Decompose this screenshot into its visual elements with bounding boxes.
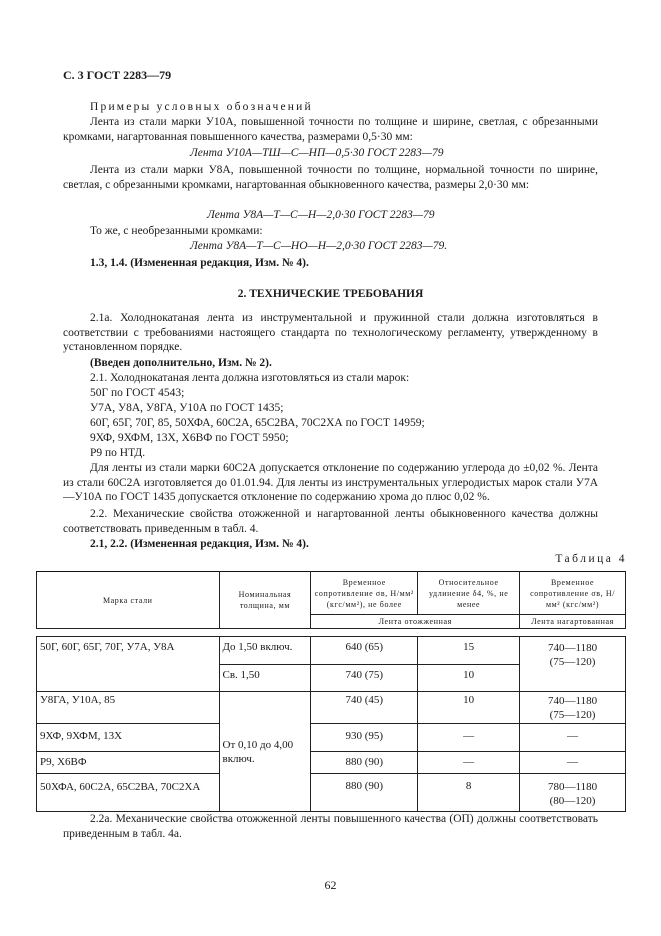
page-header: С. 3 ГОСТ 2283—79 — [63, 68, 172, 82]
amendment-1-3: 1.3, 1.4. (Измененная редакция, Изм. № 4). — [90, 257, 309, 269]
cell-hard-strength — [520, 774, 626, 812]
para-2-1a-note: (Введен дополнительно, Изм. № 2). — [90, 357, 272, 369]
example-2-formula: Лента У8А—Т—С—Н—2,0·30 ГОСТ 2283—79 — [207, 209, 435, 221]
header-strength-annealed: Временное сопротивление σв, Н/мм² (кгс/мм²), не более — [311, 572, 418, 615]
steel-list-item: 9ХФ, 9ХФМ, 13Х, Х6ВФ по ГОСТ 5950; — [90, 432, 289, 444]
cell-hard-strength-kgf: (75—120) — [549, 656, 596, 668]
cell-grade: 50ХФА, 60С2А, 65С2ВА, 70С2ХА — [37, 774, 220, 812]
cell-elongation: 10 — [418, 665, 520, 692]
para-2-1a: 2.1а. Холоднокатаная лента из инструментальной и пружинной стали должна изготовляться в соответствии с требованиями настоящего стандарта по технологическому регламенту, утвержденному в установленном порядке. — [63, 312, 598, 353]
subheader-hard: Лента нагартованная — [520, 615, 626, 629]
steel-list-item: 60Г, 65Г, 70Г, 85, 50ХФА, 60С2А, 65С2ВА, 70С2ХА по ГОСТ 14959; — [90, 417, 425, 429]
cell-thickness: До 1,50 включ. — [219, 637, 311, 665]
cell-grade: У8ГА, У10А, 85 — [37, 692, 220, 724]
header-elongation: Относительное удлинение δ4, %, не менее — [418, 572, 520, 615]
cell-elongation: 8 — [418, 774, 520, 812]
cell-thickness: Св. 1,50 — [219, 665, 311, 692]
para-2-2: 2.2. Механические свойства отожженной и нагартованной ленты обыкновенного качества должны соответствовать приведенным в табл. 4. — [63, 508, 598, 535]
cell-strength: 880 (90) — [311, 752, 418, 774]
example-2-text: Лента из стали марки У8А, повышенной точности по толщине, нормальной точности по ширине, светлая, с обрезанными кромками, нагартованная обыкновенного качества, размеры 2,0·30 мм: — [63, 164, 598, 191]
table-row — [37, 724, 626, 752]
example-3-text: То же, с необрезанными кромками: — [90, 225, 263, 237]
para-2-2-amendment: 2.1, 2.2. (Измененная редакция, Изм. № 4). — [90, 538, 309, 550]
table-row — [37, 637, 626, 665]
cell-grade: 9ХФ, 9ХФМ, 13Х — [37, 724, 220, 752]
example-3-formula: Лента У8А—Т—С—НО—Н—2,0·30 ГОСТ 2283—79. — [190, 240, 448, 252]
para-carbon: Для ленты из стали марки 60С2А допускается отклонение по содержанию углерода до ±0,02 %. Лента из стали 60С2А изготовляется до 01.01.94. Для ленты из инструментальных углеродистых марок стали У7А—У10А по ГОСТ 1435 допускается отклонение по содержанию хрома до плюс 0,02 %. — [63, 462, 598, 503]
cell-hard-strength-value: 740—1180 — [548, 642, 598, 654]
cell-hard-strength-kgf: (75—120) — [549, 709, 596, 721]
steel-list-item: Р9 по НТД. — [90, 447, 146, 459]
table-gap — [37, 629, 626, 637]
cell-strength: 880 (90) — [311, 774, 418, 812]
cell-strength: 640 (65) — [311, 637, 418, 665]
cell-strength: 930 (95) — [311, 724, 418, 752]
section-title: 2. ТЕХНИЧЕСКИЕ ТРЕБОВАНИЯ — [237, 288, 424, 300]
cell-elongation: 10 — [418, 692, 520, 724]
para-2-2a: 2.2а. Механические свойства отожженной ленты повышенного качества (ОП) должны соответствовать приведенным в табл. 4а. — [63, 813, 598, 840]
cell-hard-strength-value: 780—1180 — [548, 781, 598, 793]
table-label: Таблица 4 — [555, 553, 627, 565]
header-grade: Марка стали — [37, 572, 220, 629]
cell-strength: 740 (45) — [311, 692, 418, 724]
steel-list-item: 50Г по ГОСТ 4543; — [90, 387, 185, 399]
cell-hard-strength-kgf: (80—120) — [549, 795, 596, 807]
para-2-1: 2.1. Холоднокатаная лента должна изготовляться из стали марок: — [90, 372, 410, 384]
cell-hard-strength-value: 740—1180 — [548, 695, 598, 707]
page-number: 62 — [324, 878, 337, 892]
cell-hard-strength: — — [520, 752, 626, 774]
cell-grade: 50Г, 60Г, 65Г, 70Г, У7А, У8А — [37, 637, 220, 692]
example-1-formula: Лента У10А—ТШ—С—НП—0,5·30 ГОСТ 2283—79 — [190, 147, 444, 159]
cell-elongation: — — [418, 724, 520, 752]
header-thickness: Номинальная толщина, мм — [219, 572, 311, 629]
cell-thickness: От 0,10 до 4,00 включ. — [219, 692, 311, 812]
cell-strength: 740 (75) — [311, 665, 418, 692]
cell-hard-strength — [520, 692, 626, 724]
table-row — [37, 752, 626, 774]
table-row — [37, 774, 626, 812]
cell-grade: Р9, Х6ВФ — [37, 752, 220, 774]
properties-table — [36, 571, 626, 812]
cell-elongation: — — [418, 752, 520, 774]
header-strength-hard: Временное сопротивление σв, Н/мм² (кгс/мм²) — [520, 572, 626, 615]
cell-hard-strength — [520, 637, 626, 692]
example-1-text: Лента из стали марки У10А, повышенной точности по толщине и ширине, светлая, с обрезанными кромками, нагартованная повышенного качества, размерами 0,5·30 мм: — [63, 116, 598, 143]
examples-title: Примеры условных обозначений — [90, 101, 313, 113]
cell-hard-strength: — — [520, 724, 626, 752]
subheader-annealed: Лента отожженная — [311, 615, 520, 629]
table-row — [37, 692, 626, 724]
steel-list-item: У7А, У8А, У8ГА, У10А по ГОСТ 1435; — [90, 402, 284, 414]
cell-elongation: 15 — [418, 637, 520, 665]
